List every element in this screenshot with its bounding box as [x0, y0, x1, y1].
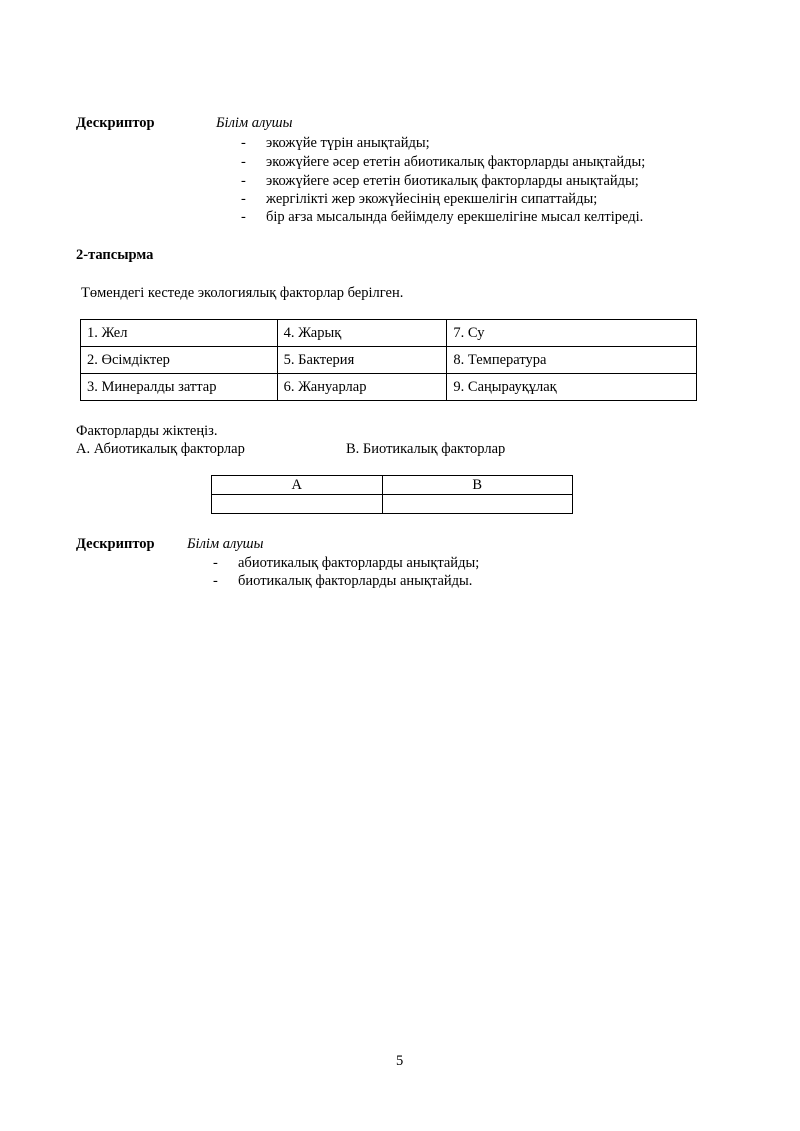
list-item: бір ағза мысалында бейімделу ерекшелігіне мысал келтіреді.	[266, 209, 644, 225]
descriptor-label: Дескриптор	[76, 115, 155, 131]
list-item: экожүйеге әсер ететін абиотикалық факторларды анықтайды;	[266, 154, 646, 170]
table-cell: 7. Су	[447, 320, 697, 347]
list-bullet: -	[213, 573, 218, 589]
list-item: биотикалық факторларды анықтайды.	[238, 573, 473, 589]
table-cell: 1. Жел	[81, 320, 278, 347]
list-item: абиотикалық факторларды анықтайды;	[238, 555, 480, 571]
list-bullet: -	[241, 173, 246, 189]
table-row	[212, 495, 573, 514]
task-title: 2-тапсырма	[76, 247, 154, 263]
list-item: жергілікті жер экожүйесінің ерекшелігін сипаттайды;	[266, 191, 598, 207]
table-row	[81, 347, 697, 374]
list-item: экожүйеге әсер ететін биотикалық факторларды анықтайды;	[266, 173, 639, 189]
column-header-b: В	[382, 476, 572, 495]
list-bullet: -	[241, 191, 246, 207]
table-cell: 2. Өсімдіктер	[81, 347, 278, 374]
table-cell: 3. Минералды заттар	[81, 374, 278, 401]
list-bullet: -	[241, 154, 246, 170]
task-instruction: Төмендегі кестеде экологиялық факторлар берілген.	[81, 285, 404, 301]
classify-prompt: Факторларды жіктеңіз.	[76, 423, 218, 439]
table-row	[81, 374, 697, 401]
column-header-a: А	[212, 476, 383, 495]
descriptor-intro: Білім алушы	[187, 536, 264, 552]
answer-cell-b[interactable]	[382, 495, 572, 514]
answer-cell-a[interactable]	[212, 495, 383, 514]
table-cell: 8. Температура	[447, 347, 697, 374]
option-b-label: В. Биотикалық факторлар	[346, 441, 506, 457]
descriptor-intro: Білім алушы	[216, 115, 293, 131]
table-cell: 4. Жарық	[277, 320, 447, 347]
answer-table	[211, 475, 573, 514]
list-bullet: -	[213, 555, 218, 571]
page-number: 5	[396, 1053, 404, 1069]
factors-table	[80, 319, 697, 401]
list-bullet: -	[241, 135, 246, 151]
table-cell: 6. Жануарлар	[277, 374, 447, 401]
descriptor-label: Дескриптор	[76, 536, 155, 552]
table-row	[81, 320, 697, 347]
table-cell: 5. Бактерия	[277, 347, 447, 374]
table-cell: 9. Саңырауқұлақ	[447, 374, 697, 401]
list-bullet: -	[241, 209, 246, 225]
list-item: экожүйе түрін анықтайды;	[266, 135, 430, 151]
option-a-label: А. Абиотикалық факторлар	[76, 441, 245, 457]
table-header-row	[212, 476, 573, 495]
